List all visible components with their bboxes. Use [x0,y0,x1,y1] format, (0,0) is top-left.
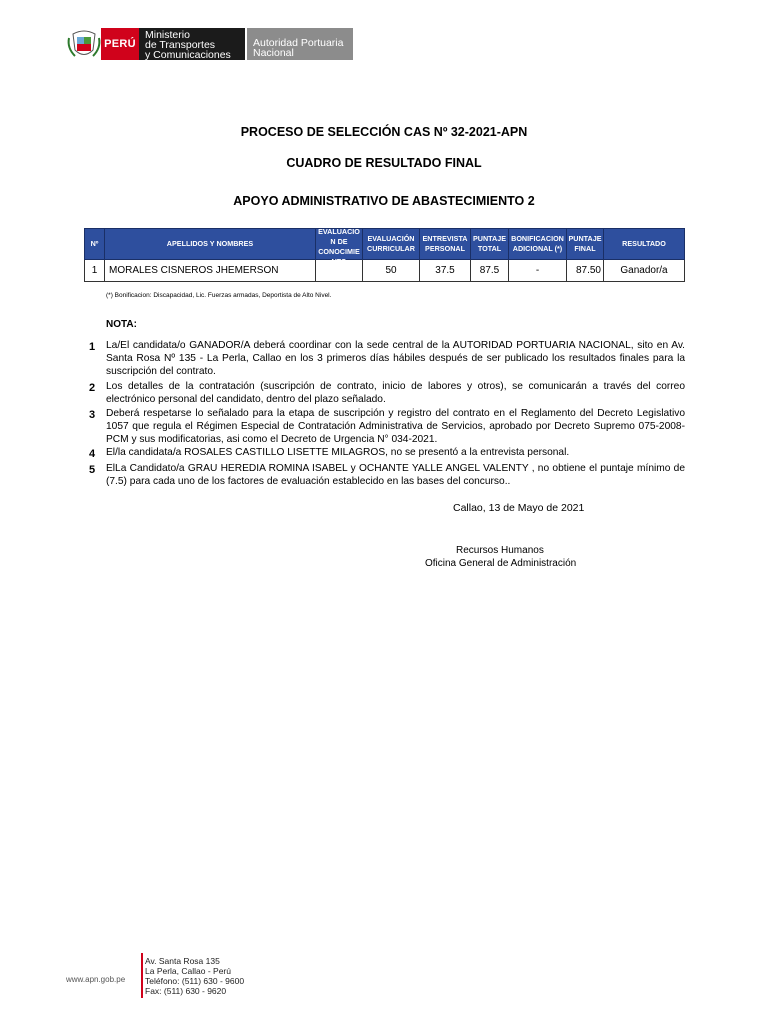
note-item-2 [89,380,685,406]
cell-entrevista: 37.5 [420,260,471,282]
note-item-1 [89,339,685,378]
note-item-5 [89,462,685,488]
note-number: 3 [89,409,96,421]
position-title: APOYO ADMINISTRATIVO DE ABASTECIMIENTO 2 [233,194,535,208]
header-resultado: RESULTADO [604,229,685,260]
header-entrevista: ENTREVISTA PERSONAL [420,229,471,260]
note-item-4 [89,446,685,461]
header-conocimiento: EVALUACIO N DE CONOCIMIE NTO [316,229,363,260]
note-text: Los detalles de la contratación (suscripción de contrato, inicio de labores y otros), se comunicarán a través del correo electrónico personal del candidato, dentro del plazo señalado. [106,381,685,405]
header-bonificacion: BONIFICACION ADICIONAL (*) [509,229,567,260]
peru-label: PERÚ [101,28,139,60]
note-number: 2 [89,382,96,394]
cell-puntaje-final: 87.50 [567,260,604,282]
cell-name: MORALES CISNEROS JHEMERSON [105,260,316,282]
note-number: 1 [89,341,96,353]
note-number: 4 [89,448,96,460]
table-title: CUADRO DE RESULTADO FINAL [286,156,482,170]
footnote: (*) Bonificacion: Discapacidad, Lic. Fuerzas armadas, Deportista de Alto Nivel. [106,292,332,299]
cell-resultado: Ganador/a [604,260,685,282]
note-text: La/El candidata/o GANADOR/A deberá coordinar con la sede central de la AUTORIDAD PORTUARIA NACIONAL, sito en Av. Santa Rosa Nº 135 - La Perla, Callao en los 3 primeros días hábiles después de ser publicado los resultados finales para la suscripción del contrato. [106,340,685,377]
header-puntaje-total: PUNTAJE TOTAL [471,229,509,260]
note-item-3 [89,407,685,446]
apn-label: Autoridad Portuaria Nacional [247,28,353,60]
note-text: Deberá respetarse lo señalado para la etapa de suscripción y registro del contrato en el Reglamento del Decreto Legislativo 1057 que regula el Régimen Especial de Contratación Administrativa de Servicios, aprobado por Decreto Supremo 075-2008-PCM y sus modificatorias, asi como el Decreto de Urgencia N° 034-2021. [106,408,685,445]
note-number: 5 [89,464,96,476]
table-row [85,260,685,282]
nota-label: NOTA: [106,319,137,330]
note-text: ElLa Candidato/a GRAU HEREDIA ROMINA ISABEL y OCHANTE YALLE ANGEL VALENTY , no obtiene el puntaje mínimo de (7.5) para cada uno de los factores de evaluación establecido en las bases del concurso.. [106,463,685,487]
coat-of-arms-icon [67,28,101,60]
results-table [84,228,685,282]
cell-num: 1 [85,260,105,282]
institutional-logo [67,28,353,60]
cell-puntaje-total: 87.5 [471,260,509,282]
signature-department: Recursos Humanos [456,545,544,556]
header-curricular: EVALUACIÓN CURRICULAR [363,229,420,260]
footer-divider [141,953,143,998]
table-header-row [85,229,685,260]
process-title: PROCESO DE SELECCIÓN CAS Nº 32-2021-APN [240,125,528,139]
ministry-label: Ministerio de Transportes y Comunicaciones [139,28,245,60]
website-link[interactable]: www.apn.gob.pe [66,975,126,984]
document-date: Callao, 13 de Mayo de 2021 [453,502,585,514]
header-num: Nº [85,229,105,260]
signature-office: Oficina General de Administración [425,558,577,569]
header-name: APELLIDOS Y NOMBRES [105,229,316,260]
cell-curricular: 50 [363,260,420,282]
note-text: El/la candidata/a ROSALES CASTILLO LISETTE MILAGROS, no se presentó a la entrevista personal. [106,447,570,458]
footer-address: Av. Santa Rosa 135 La Perla, Callao - Perú Teléfono: (511) 630 - 9600 Fax: (511) 630 - 9620 [145,956,245,996]
cell-bonificacion: - [509,260,567,282]
header-puntaje-final: PUNTAJE FINAL [567,229,604,260]
